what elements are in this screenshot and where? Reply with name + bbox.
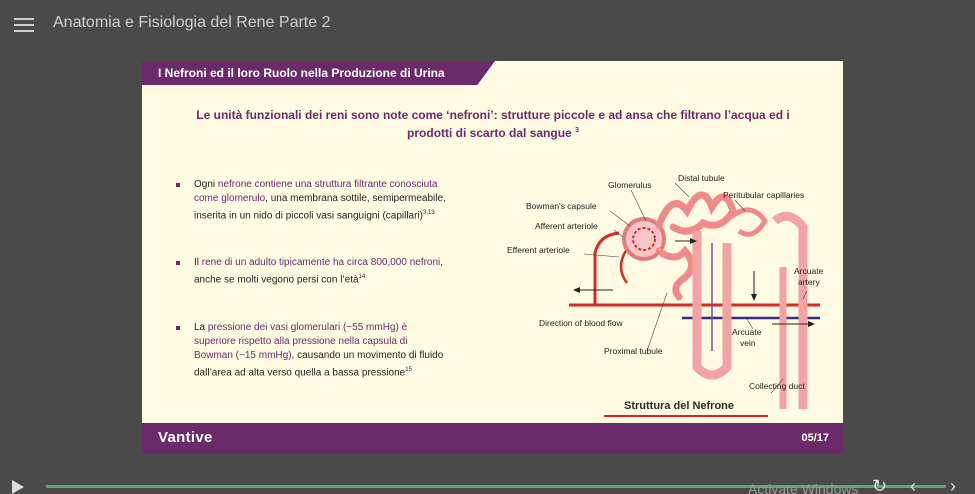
bullet-ref: 14 <box>358 274 366 280</box>
label-bowmans-capsule: Bowman's capsule <box>526 201 597 211</box>
bullet-ref: 3,13 <box>423 210 435 216</box>
label-arcuate-artery-2: artery <box>798 277 820 287</box>
slide-banner-text: I Nefroni ed il loro Ruolo nella Produzione di Urina <box>158 66 445 80</box>
bullet-marker <box>176 326 180 330</box>
app-title: Anatomia e Fisiologia del Rene Parte 2 <box>53 14 331 31</box>
label-proximal-tubule: Proximal tubule <box>604 346 663 356</box>
caption-underline <box>604 415 768 417</box>
bullet-text: , <box>440 257 444 268</box>
label-glomerulus: Glomerulus <box>608 180 652 190</box>
bullet-highlight: Bowman (~15 mmHg) <box>194 350 292 361</box>
leader-line <box>584 254 619 257</box>
hamburger-icon[interactable] <box>14 18 34 32</box>
replay-icon[interactable]: ↻ <box>872 476 888 494</box>
play-icon[interactable] <box>12 480 24 494</box>
nephron-diagram <box>507 171 843 419</box>
top-bar <box>0 0 975 48</box>
flow-arrow-head <box>573 287 580 293</box>
bullet-item <box>174 321 443 380</box>
bullet-text: dall’area ad alta verso quella a bassa pressione <box>194 367 406 379</box>
chevron-left-icon[interactable]: ‹ <box>910 476 916 494</box>
bullet-text: anche se molti vegono persi con l’età <box>194 274 359 286</box>
bullet-highlight: pressione dei vasi glomerulari (~55 mmHg) è <box>207 322 408 333</box>
label-afferent-arteriole: Afferent arteriole <box>535 221 598 231</box>
proximal-tubule-shape <box>659 251 692 297</box>
leader-line <box>647 293 667 351</box>
activate-windows-watermark: Activate Windows <box>748 481 859 494</box>
peritubular-capillaries-shape <box>731 210 765 234</box>
bullet-highlight: come glomerulo <box>194 193 266 204</box>
label-arcuate-vein-1: Arcuate <box>732 327 762 337</box>
bullet-item <box>174 256 443 287</box>
leader-line <box>610 211 630 226</box>
slide <box>142 61 843 453</box>
distal-tubule-shape <box>659 195 733 231</box>
efferent-arteriole-shape <box>621 249 627 283</box>
label-distal-tubule: Distal tubule <box>678 173 725 183</box>
leader-line <box>631 190 646 221</box>
bullet-marker <box>176 261 180 265</box>
page-number: 05/17 <box>801 432 829 444</box>
bullet-text: , causando un movimento di fluido <box>291 350 444 361</box>
subtitle-text: Le unità funzionali dei reni sono note come ‘nefroni’: strutture piccole e ad ansa che filtrano l’acqua ed i prodotti di scarto dal sangue <box>196 108 790 140</box>
bullet-marker <box>176 183 180 187</box>
bullet-highlight: superiore rispetto alla pressione nella capsula di <box>194 336 408 347</box>
bullet-text: , una membrana sottile, semipermeabile, <box>265 193 446 204</box>
bullet-text: La <box>194 322 208 333</box>
label-direction-of-flow: Direction of blood flow <box>539 318 623 328</box>
slide-footer <box>142 423 843 453</box>
bullet-text: Ogni <box>194 179 218 190</box>
slide-subtitle <box>172 107 814 141</box>
label-collecting-duct: Collecting duct <box>749 381 805 391</box>
bullet-ref: 15 <box>405 367 412 373</box>
subtitle-ref: 3 <box>575 127 579 134</box>
bullet-highlight: nefrone contiene una struttura filtrante conosciuta <box>217 179 438 190</box>
diagram-caption: Struttura del Nefrone <box>624 400 735 412</box>
bullet-highlight: rene di un adulto tipicamente ha circa 800,000 nefroni <box>201 257 441 268</box>
flow-arrow-head <box>751 294 757 301</box>
label-peritubular-capillaries: Peritubular capillaries <box>723 190 805 200</box>
bullet-text: Il <box>194 257 202 268</box>
flow-arrow-head <box>808 321 815 327</box>
leader-line <box>675 183 689 197</box>
afferent-arteriole-shape <box>595 233 619 305</box>
bullet-text: inserita in un nido di piccoli vasi sanguigni (capillari) <box>194 210 424 222</box>
bullet-item <box>174 178 446 223</box>
label-arcuate-vein-2: vein <box>740 338 756 348</box>
label-arcuate-artery-1: Arcuate <box>794 266 824 276</box>
label-efferent-arteriole: Efferent arteriole <box>507 245 570 255</box>
vantive-logo: Vantive <box>158 429 213 446</box>
chevron-right-icon[interactable]: › <box>950 476 956 494</box>
